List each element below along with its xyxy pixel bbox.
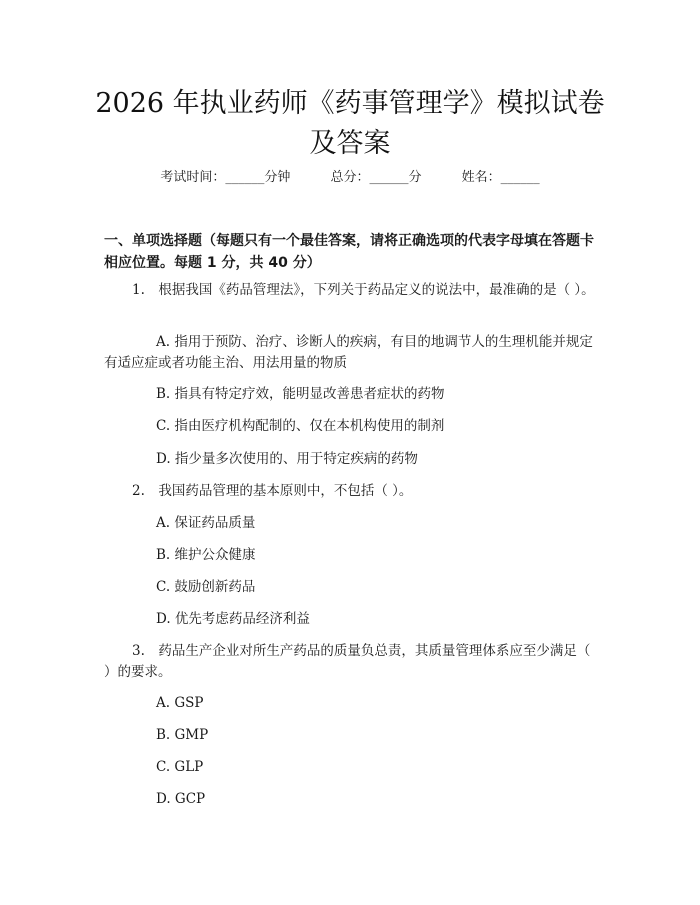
name-field: 姓名：______: [461, 170, 540, 185]
question-3-option-b: B. GMP: [156, 727, 209, 743]
total-score-field: 总分：______分: [330, 170, 422, 185]
question-stem: 3. 药品生产企业对所生产药品的质量负总责，其质量管理体系应至少满足（ ）的要求。: [104, 643, 591, 680]
question-stem: 2. 我国药品管理的基本原则中，不包括（ ）。: [132, 483, 413, 499]
section-heading: 一、单项选择题（每题只有一个最佳答案，请将正确选项的代表字母填在答题卡相应位置。每题 1 分，共 40 分）: [104, 233, 594, 271]
question-3-option-a: A. GSP: [156, 695, 204, 711]
question-2-option-a: A. 保证药品质量: [156, 515, 256, 531]
document-title: 2026 年执业药师《药事管理学》模拟试卷及答案: [95, 88, 605, 159]
question-2-option-b: B. 维护公众健康: [156, 547, 256, 563]
question-3-stem: [104, 641, 598, 683]
question-1-option-d: D. 指少量多次使用的、用于特定疾病的药物: [156, 451, 418, 467]
question-1-stem: [104, 280, 598, 301]
question-3-option-d: D. GCP: [156, 791, 206, 807]
exam-info-line: [90, 168, 610, 188]
exam-time-field: 考试时间：______分钟: [160, 170, 291, 185]
question-2-option-c: C. 鼓励创新药品: [156, 579, 256, 595]
question-1-option-c: C. 指由医疗机构配制的、仅在本机构使用的制剂: [156, 418, 445, 434]
question-2-stem: [104, 481, 598, 502]
question-1-option-b: B. 指具有特定疗效，能明显改善患者症状的药物: [156, 386, 445, 402]
question-1-option-a: A. 指用于预防、治疗、诊断人的疾病，有目的地调节人的生理机能并规定有适应症或者功能主治、用法用量的物质: [104, 334, 593, 371]
question-3-option-c: C. GLP: [156, 759, 204, 775]
question-stem: 1. 根据我国《药品管理法》，下列关于药品定义的说法中，最准确的是（ ）。: [132, 282, 595, 298]
question-2-option-d: D. 优先考虑药品经济利益: [156, 611, 310, 627]
